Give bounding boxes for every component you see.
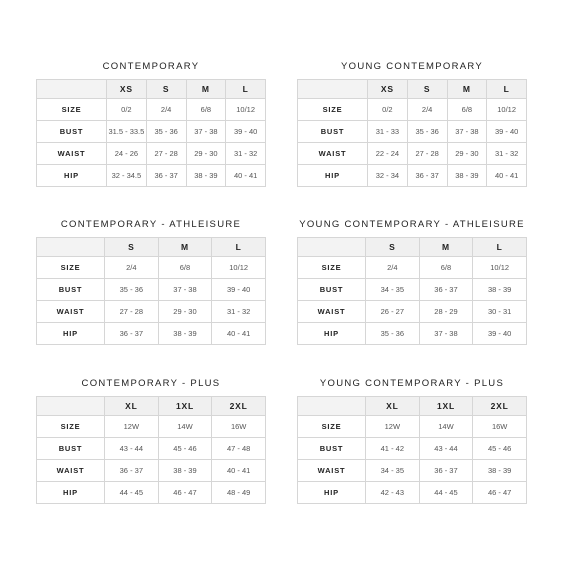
table-cell: 16W — [212, 416, 266, 438]
table-cell: 38 - 39 — [158, 323, 212, 345]
table-cell: 10/12 — [473, 257, 527, 279]
column-header: S — [407, 80, 447, 99]
table-row — [298, 301, 527, 323]
table-row — [298, 143, 527, 165]
size-table — [36, 237, 266, 345]
table-cell: 40 - 41 — [212, 460, 266, 482]
column-header: XS — [368, 80, 408, 99]
table-cell: 44 - 45 — [105, 482, 159, 504]
column-header: XL — [366, 397, 420, 416]
table-title: YOUNG CONTEMPORARY — [341, 61, 483, 72]
row-label: HIP — [298, 482, 366, 504]
row-label: HIP — [298, 323, 366, 345]
table-cell: 2/4 — [366, 257, 420, 279]
table-row — [298, 482, 527, 504]
column-header: L — [212, 238, 266, 257]
size-table — [297, 237, 527, 345]
table-cell: 36 - 37 — [407, 165, 447, 187]
table-cell: 27 - 28 — [407, 143, 447, 165]
column-header: M — [447, 80, 487, 99]
table-cell: 35 - 36 — [407, 121, 447, 143]
column-header: M — [158, 238, 212, 257]
table-cell: 38 - 39 — [473, 460, 527, 482]
table-cell: 6/8 — [419, 257, 473, 279]
table-cell: 14W — [158, 416, 212, 438]
table-cell: 46 - 47 — [473, 482, 527, 504]
table-cell: 12W — [105, 416, 159, 438]
table-cell: 38 - 39 — [158, 460, 212, 482]
table-cell: 14W — [419, 416, 473, 438]
row-label: SIZE — [298, 99, 368, 121]
table-cell: 31 - 32 — [487, 143, 527, 165]
table-row — [37, 416, 266, 438]
table-cell: 36 - 37 — [105, 460, 159, 482]
table-cell: 6/8 — [158, 257, 212, 279]
table-row — [37, 165, 266, 187]
size-chart-contemporary-athleisure — [36, 218, 266, 345]
table-cell: 29 - 30 — [158, 301, 212, 323]
table-cell: 38 - 39 — [186, 165, 226, 187]
row-label: SIZE — [298, 416, 366, 438]
table-cell: 0/2 — [107, 99, 147, 121]
table-title: CONTEMPORARY - ATHLEISURE — [60, 219, 242, 230]
row-label: BUST — [298, 279, 366, 301]
table-cell: 27 - 28 — [146, 143, 186, 165]
row-label: HIP — [298, 165, 368, 187]
column-header: L — [487, 80, 527, 99]
column-header: M — [419, 238, 473, 257]
header-row — [37, 80, 266, 99]
row-label: BUST — [37, 279, 105, 301]
corner-cell — [298, 238, 366, 257]
table-cell: 24 - 26 — [107, 143, 147, 165]
table-cell: 35 - 36 — [105, 279, 159, 301]
row-label: SIZE — [37, 257, 105, 279]
table-title: YOUNG CONTEMPORARY - PLUS — [319, 378, 505, 389]
table-cell: 45 - 46 — [473, 438, 527, 460]
table-cell: 32 - 34.5 — [107, 165, 147, 187]
size-chart-young-contemporary-athleisure — [297, 218, 527, 345]
table-row — [37, 460, 266, 482]
table-cell: 10/12 — [212, 257, 266, 279]
row-label: HIP — [37, 165, 107, 187]
table-cell: 27 - 28 — [105, 301, 159, 323]
table-cell: 10/12 — [487, 99, 527, 121]
column-header: XL — [105, 397, 159, 416]
table-row — [37, 99, 266, 121]
column-header: S — [105, 238, 159, 257]
table-cell: 36 - 37 — [105, 323, 159, 345]
corner-cell — [298, 397, 366, 416]
column-header: L — [473, 238, 527, 257]
table-cell: 26 - 27 — [366, 301, 420, 323]
table-row — [298, 99, 527, 121]
table-cell: 2/4 — [146, 99, 186, 121]
table-cell: 6/8 — [186, 99, 226, 121]
row-label: BUST — [298, 121, 368, 143]
header-row — [298, 80, 527, 99]
table-cell: 34 - 35 — [366, 279, 420, 301]
row-label: WAIST — [298, 460, 366, 482]
table-cell: 37 - 38 — [158, 279, 212, 301]
table-cell: 10/12 — [226, 99, 266, 121]
table-cell: 29 - 30 — [447, 143, 487, 165]
table-cell: 28 - 29 — [419, 301, 473, 323]
column-header: S — [366, 238, 420, 257]
table-cell: 40 - 41 — [226, 165, 266, 187]
table-cell: 36 - 37 — [419, 279, 473, 301]
size-table — [36, 79, 266, 187]
table-cell: 39 - 40 — [473, 323, 527, 345]
table-row — [37, 143, 266, 165]
column-header: 2XL — [473, 397, 527, 416]
table-row — [37, 301, 266, 323]
table-cell: 39 - 40 — [212, 279, 266, 301]
table-cell: 45 - 46 — [158, 438, 212, 460]
table-cell: 16W — [473, 416, 527, 438]
column-header: 1XL — [158, 397, 212, 416]
table-cell: 38 - 39 — [473, 279, 527, 301]
table-cell: 42 - 43 — [366, 482, 420, 504]
row-label: BUST — [37, 121, 107, 143]
table-row — [298, 438, 527, 460]
table-row — [298, 165, 527, 187]
row-label: WAIST — [37, 460, 105, 482]
row-label: BUST — [298, 438, 366, 460]
table-cell: 40 - 41 — [212, 323, 266, 345]
table-row — [37, 482, 266, 504]
row-label: WAIST — [298, 143, 368, 165]
table-cell: 31 - 32 — [212, 301, 266, 323]
table-cell: 37 - 38 — [419, 323, 473, 345]
table-cell: 22 - 24 — [368, 143, 408, 165]
table-cell: 6/8 — [447, 99, 487, 121]
table-row — [298, 460, 527, 482]
table-cell: 38 - 39 — [447, 165, 487, 187]
table-cell: 30 - 31 — [473, 301, 527, 323]
corner-cell — [298, 80, 368, 99]
table-cell: 44 - 45 — [419, 482, 473, 504]
table-cell: 31.5 - 33.5 — [107, 121, 147, 143]
table-cell: 43 - 44 — [105, 438, 159, 460]
table-cell: 35 - 36 — [146, 121, 186, 143]
size-table — [297, 396, 527, 504]
header-row — [37, 397, 266, 416]
row-label: SIZE — [37, 416, 105, 438]
table-cell: 34 - 35 — [366, 460, 420, 482]
table-cell: 31 - 33 — [368, 121, 408, 143]
table-cell: 47 - 48 — [212, 438, 266, 460]
table-cell: 36 - 37 — [419, 460, 473, 482]
table-title: CONTEMPORARY - PLUS — [81, 378, 221, 389]
row-label: WAIST — [37, 301, 105, 323]
table-row — [298, 416, 527, 438]
row-label: HIP — [37, 482, 105, 504]
header-row — [298, 397, 527, 416]
table-cell: 39 - 40 — [487, 121, 527, 143]
table-cell: 41 - 42 — [366, 438, 420, 460]
table-cell: 31 - 32 — [226, 143, 266, 165]
table-cell: 2/4 — [407, 99, 447, 121]
table-row — [37, 323, 266, 345]
table-row — [298, 279, 527, 301]
table-cell: 43 - 44 — [419, 438, 473, 460]
column-header: 1XL — [419, 397, 473, 416]
header-row — [298, 238, 527, 257]
table-cell: 36 - 37 — [146, 165, 186, 187]
column-header: XS — [107, 80, 147, 99]
row-label: SIZE — [37, 99, 107, 121]
table-cell: 0/2 — [368, 99, 408, 121]
table-row — [37, 121, 266, 143]
table-row — [37, 279, 266, 301]
size-table — [297, 79, 527, 187]
row-label: HIP — [37, 323, 105, 345]
table-cell: 2/4 — [105, 257, 159, 279]
column-header: M — [186, 80, 226, 99]
table-cell: 12W — [366, 416, 420, 438]
column-header: 2XL — [212, 397, 266, 416]
row-label: SIZE — [298, 257, 366, 279]
column-header: S — [146, 80, 186, 99]
size-chart-young-contemporary — [297, 60, 527, 187]
table-title: CONTEMPORARY — [102, 61, 200, 72]
table-row — [298, 323, 527, 345]
size-chart-contemporary — [36, 60, 266, 187]
row-label: BUST — [37, 438, 105, 460]
table-cell: 37 - 38 — [447, 121, 487, 143]
table-cell: 40 - 41 — [487, 165, 527, 187]
row-label: WAIST — [37, 143, 107, 165]
header-row — [37, 238, 266, 257]
table-row — [298, 257, 527, 279]
table-row — [37, 438, 266, 460]
size-table — [36, 396, 266, 504]
table-cell: 39 - 40 — [226, 121, 266, 143]
table-cell: 48 - 49 — [212, 482, 266, 504]
table-cell: 32 - 34 — [368, 165, 408, 187]
corner-cell — [37, 238, 105, 257]
table-cell: 37 - 38 — [186, 121, 226, 143]
table-row — [37, 257, 266, 279]
table-cell: 46 - 47 — [158, 482, 212, 504]
table-cell: 29 - 30 — [186, 143, 226, 165]
table-cell: 35 - 36 — [366, 323, 420, 345]
size-chart-young-contemporary-plus — [297, 377, 527, 504]
table-row — [298, 121, 527, 143]
table-title: YOUNG CONTEMPORARY - ATHLEISURE — [299, 219, 525, 230]
corner-cell — [37, 80, 107, 99]
size-chart-contemporary-plus — [36, 377, 266, 504]
column-header: L — [226, 80, 266, 99]
row-label: WAIST — [298, 301, 366, 323]
corner-cell — [37, 397, 105, 416]
